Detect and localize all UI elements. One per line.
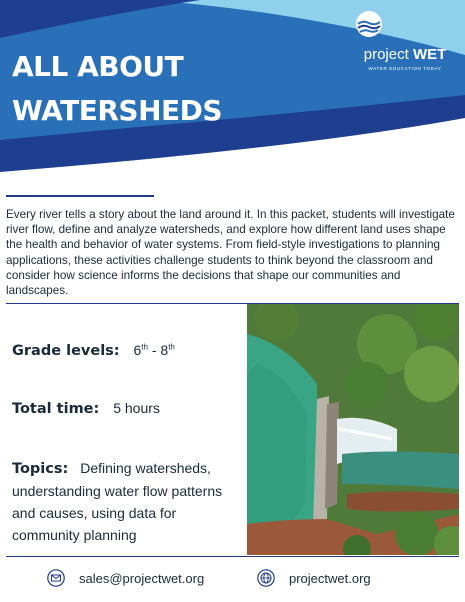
envelope-icon bbox=[47, 569, 65, 587]
project-wet-logo bbox=[355, 10, 455, 80]
title-line-1: ALL ABOUT bbox=[12, 50, 184, 83]
logo-tagline: WATER EDUCATION TODAY bbox=[368, 66, 442, 71]
grade-separator: - bbox=[147, 342, 161, 358]
globe-icon bbox=[257, 569, 275, 587]
topics-row bbox=[12, 457, 242, 546]
logo-word-project: project bbox=[363, 46, 409, 63]
dam-aerial-photo bbox=[247, 304, 459, 555]
footer-divider bbox=[6, 556, 459, 557]
dam-river-illustration bbox=[247, 304, 459, 555]
grade-from: 6 bbox=[133, 342, 142, 358]
total-time-label: Total time: bbox=[12, 401, 100, 417]
logo-word-wet: WET bbox=[412, 46, 447, 63]
grade-from-suffix: th bbox=[141, 342, 148, 352]
grade-levels-label: Grade levels: bbox=[12, 343, 120, 359]
email-contact[interactable] bbox=[47, 568, 204, 588]
water-wave-logo-icon bbox=[355, 10, 383, 38]
header-banner bbox=[0, 0, 465, 172]
intro-accent-rule bbox=[6, 195, 154, 197]
title-line-2: WATERSHEDS bbox=[12, 94, 223, 127]
topics-label: Topics: bbox=[12, 461, 69, 477]
grade-to-suffix: th bbox=[168, 342, 175, 352]
intro-paragraph: Every river tells a story about the land around it. In this packet, students will investigate river flow, define and analyze watersheds, and explore how different land uses shape the health and behavior of water systems. From field-style investigations to planning applications, these activities challenge students to think beyond the classroom and consider how science informs the decisions that shape our communities and landscapes. bbox=[6, 208, 455, 298]
website-contact[interactable] bbox=[257, 568, 371, 588]
website-link[interactable]: projectwet.org bbox=[289, 570, 371, 586]
email-link[interactable]: sales@projectwet.org bbox=[79, 570, 205, 586]
total-time-row bbox=[12, 400, 160, 417]
grade-levels-row bbox=[12, 342, 175, 359]
topics-value: Defining watersheds, understanding water flow patterns and causes, using data for community planning bbox=[12, 460, 223, 543]
logo-wordmark bbox=[355, 46, 455, 63]
grade-to: 8 bbox=[160, 342, 169, 358]
total-time-value: 5 hours bbox=[113, 400, 160, 416]
